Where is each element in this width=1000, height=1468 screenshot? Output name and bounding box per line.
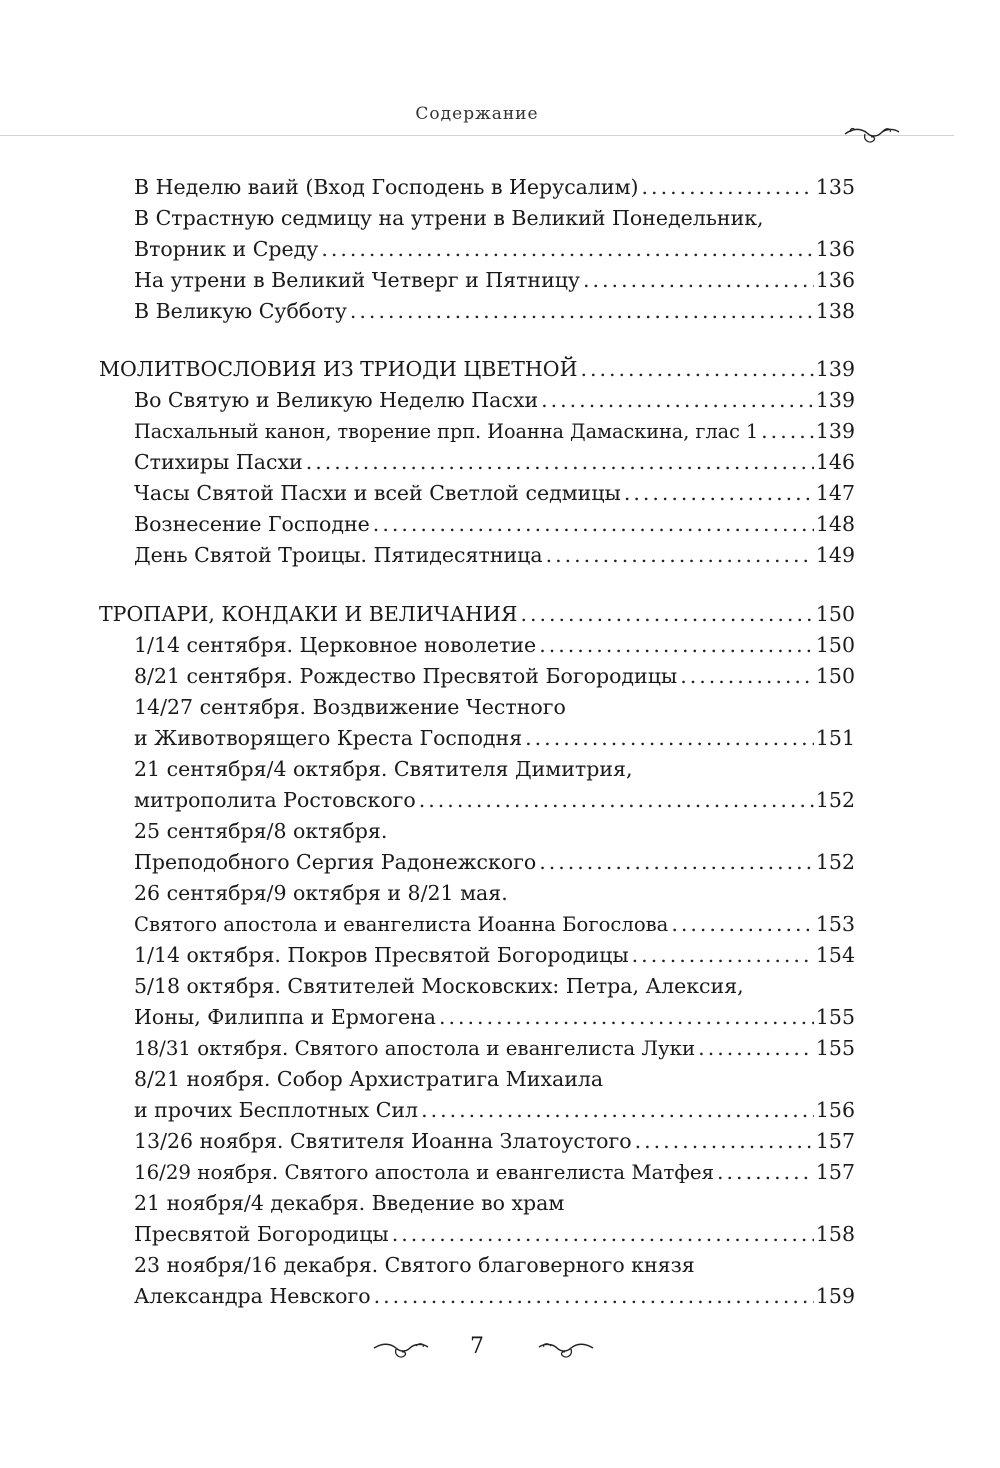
dot-leader: [541, 386, 814, 414]
toc-entry[interactable]: [134, 386, 855, 414]
toc-entry[interactable]: [134, 1003, 855, 1031]
toc-entry[interactable]: [134, 235, 855, 263]
toc-entry[interactable]: [134, 817, 855, 845]
toc-entry-title: митрополита Ростовского: [134, 788, 416, 812]
toc-entry-title: Ионы, Филиппа и Ермогена: [134, 1005, 436, 1029]
toc-entry-title: Вознесение Господне: [134, 512, 370, 536]
toc-entry-page: 156: [815, 1098, 855, 1122]
dot-leader: [671, 910, 814, 938]
dot-leader: [421, 1096, 814, 1124]
toc-entry-title: Вторник и Среду: [134, 237, 319, 261]
toc-entry-title: и Животворящего Креста Господня: [134, 726, 523, 750]
dot-leader: [419, 786, 814, 814]
dot-leader: [539, 848, 814, 876]
toc-entry-page: 154: [815, 943, 855, 967]
toc-entry[interactable]: [134, 417, 855, 445]
toc-entry[interactable]: [134, 1220, 855, 1248]
toc-entry-title: Александра Невского: [134, 1284, 371, 1308]
toc-entry-page: 155: [815, 1005, 855, 1029]
toc-entry-page: 136: [815, 268, 855, 292]
toc-entry-title: 8/21 сентября. Рождество Пресвятой Богородицы: [134, 664, 678, 688]
toc-entry-page: 136: [815, 237, 855, 261]
toc-entry-title: В Страстную седмицу на утрени в Великий Понедельник,: [134, 206, 764, 230]
dot-leader: [761, 417, 814, 445]
toc-entry-page: 159: [815, 1284, 855, 1308]
toc-entry[interactable]: [134, 1096, 855, 1124]
toc-entry[interactable]: [134, 1127, 855, 1155]
dot-leader: [632, 941, 814, 969]
toc-entry-page: 153: [815, 912, 855, 936]
toc-entry-page: 148: [815, 512, 855, 536]
toc-entry-title: Святого апостола и евангелиста Иоанна Богослова: [134, 913, 669, 936]
toc-section[interactable]: [99, 600, 855, 628]
toc-entry-title: 14/27 сентября. Воздвижение Честного: [134, 695, 566, 719]
toc-entry[interactable]: [134, 693, 855, 721]
toc-entry-page: 138: [815, 299, 855, 323]
toc-entry-title: Пасхальный канон, творение прп. Иоанна Дамаскина, глас 1: [134, 420, 759, 443]
toc-entry-page: 149: [815, 543, 855, 567]
toc-entry-title: 25 сентября/8 октября.: [134, 819, 388, 843]
dot-leader: [635, 1127, 814, 1155]
toc-entry[interactable]: [134, 724, 855, 752]
toc-entry[interactable]: [134, 1065, 855, 1093]
toc-entry[interactable]: [134, 786, 855, 814]
toc-entry[interactable]: [134, 297, 855, 325]
dot-leader: [306, 448, 814, 476]
toc-entry-page: 150: [815, 664, 855, 688]
toc-entry-page: 152: [815, 850, 855, 874]
toc-entry[interactable]: [134, 448, 855, 476]
toc-entry-page: 139: [815, 388, 855, 412]
toc-entry[interactable]: [134, 204, 855, 232]
toc-entry-title: Пресвятой Богородицы: [134, 1222, 389, 1246]
running-title: Содержание: [415, 104, 539, 124]
toc-entry[interactable]: [134, 541, 855, 569]
toc-section-title: ТРОПАРИ, КОНДАКИ И ВЕЛИЧАНИЯ: [99, 602, 518, 626]
toc-entry-page: 139: [815, 419, 855, 443]
toc-entry-title: Преподобного Сергия Радонежского: [134, 850, 537, 874]
toc-entry-title: 21 ноября/4 декабря. Введение во храм: [134, 1191, 565, 1215]
toc-entry-title: 26 сентября/9 октября и 8/21 мая.: [134, 881, 508, 905]
toc-entry-title: и прочих Бесплотных Сил: [134, 1098, 419, 1122]
toc-entry-title: 21 сентября/4 октября. Святителя Димитрия,: [134, 757, 633, 781]
dot-leader: [520, 600, 813, 628]
toc-entry-title: 13/26 ноября. Святителя Иоанна Златоустого: [134, 1129, 632, 1153]
toc-entry-title: Стихиры Пасхи: [134, 450, 303, 474]
toc-entry-title: 1/14 сентября. Церковное новолетие: [134, 633, 537, 657]
dot-leader: [539, 631, 814, 659]
toc-entry-title: День Святой Троицы. Пятидесятница: [134, 543, 543, 567]
toc-entry[interactable]: [134, 848, 855, 876]
toc-entry-page: 158: [815, 1222, 855, 1246]
toc-entry-page: 157: [815, 1129, 855, 1153]
dot-leader: [642, 173, 814, 201]
toc-entry[interactable]: [134, 910, 855, 938]
dot-leader: [350, 297, 814, 325]
toc-entry-title: В Великую Субботу: [134, 299, 347, 323]
dot-leader: [321, 235, 814, 263]
dot-leader: [546, 541, 814, 569]
toc-entry[interactable]: [134, 1282, 855, 1310]
flourish-right-icon: [537, 1339, 595, 1365]
toc-entry-page: 146: [815, 450, 855, 474]
toc-section-title: МОЛИТВОСЛОВИЯ ИЗ ТРИОДИ ЦВЕТНОЙ: [99, 357, 578, 381]
toc-section-page: 150: [815, 602, 855, 626]
dot-leader: [698, 1034, 814, 1062]
toc-entry[interactable]: [134, 972, 855, 1000]
toc-entry[interactable]: [134, 266, 855, 294]
toc-entry[interactable]: [134, 1189, 855, 1217]
toc-entry-title: 5/18 октября. Святителей Московских: Петра, Алексия,: [134, 974, 744, 998]
dot-leader: [583, 266, 814, 294]
toc-entry[interactable]: [134, 1034, 855, 1062]
toc-section-page: 139: [815, 357, 855, 381]
toc-entry-page: 155: [815, 1036, 855, 1060]
page-number: 7: [470, 1334, 484, 1359]
toc-entry[interactable]: [134, 631, 855, 659]
dot-leader: [680, 662, 814, 690]
toc-entry-page: 151: [815, 726, 855, 750]
toc-entry-title: 8/21 ноября. Собор Архистратига Михаила: [134, 1067, 604, 1091]
toc-entry[interactable]: [134, 479, 855, 507]
toc-entry[interactable]: [134, 1158, 855, 1186]
toc-entry-title: На утрени в Великий Четверг и Пятницу: [134, 268, 580, 292]
dot-leader: [439, 1003, 814, 1031]
toc-entry[interactable]: [134, 173, 855, 201]
toc-entry-title: 23 ноября/16 декабря. Святого благоверного князя: [134, 1253, 695, 1277]
toc-entry[interactable]: [134, 941, 855, 969]
dot-leader: [717, 1158, 814, 1186]
toc-section[interactable]: [99, 355, 855, 383]
toc-entry-page: 157: [815, 1160, 855, 1184]
toc-entry[interactable]: [134, 1251, 855, 1279]
toc-entry-title: Во Святую и Великую Неделю Пасхи: [134, 388, 539, 412]
toc-entry[interactable]: [134, 510, 855, 538]
toc-entry-page: 147: [815, 481, 855, 505]
toc-entry-page: 135: [815, 175, 855, 199]
dot-leader: [392, 1220, 814, 1248]
dot-leader: [580, 355, 813, 383]
dot-leader: [373, 510, 814, 538]
toc-entry-title: 18/31 октября. Святого апостола и евангелиста Луки: [134, 1037, 696, 1060]
toc-entry-title: 1/14 октября. Покров Пресвятой Богородицы: [134, 943, 629, 967]
toc-entry[interactable]: [134, 879, 855, 907]
dot-leader: [624, 479, 814, 507]
toc-entry[interactable]: [134, 662, 855, 690]
toc-entry-title: В Неделю ваий (Вход Господень в Иерусалим): [134, 175, 639, 199]
dot-leader: [374, 1282, 814, 1310]
toc-entry-title: 16/29 ноября. Святого апостола и евангелиста Матфея: [134, 1161, 715, 1184]
toc-entry-title: Часы Святой Пасхи и всей Светлой седмицы: [134, 481, 621, 505]
toc-entry-page: 152: [815, 788, 855, 812]
dot-leader: [525, 724, 814, 752]
toc-entry-page: 150: [815, 633, 855, 657]
toc-entry[interactable]: [134, 755, 855, 783]
